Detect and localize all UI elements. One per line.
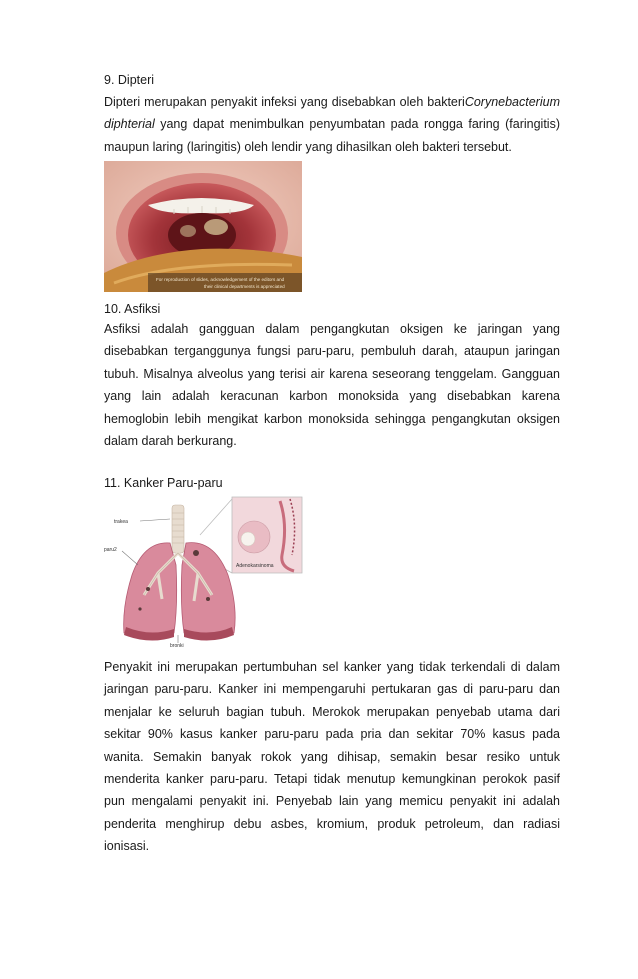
section-heading-kanker-paru: 11. Kanker Paru-paru bbox=[104, 476, 223, 490]
section-heading-dipteri: 9. Dipteri bbox=[104, 73, 155, 87]
paragraph-kanker-paru: Penyakit ini merupakan pertumbuhan sel kanker yang tidak terkendali di dalam jaringan paru-paru. Kanker ini mempengaruhi pertukaran gas di paru-paru dan menjalar ke seluruh bagian tubuh. Merokok merupakan penyebab utama dari sekitar 90% kasus kanker paru-paru pada pria dan sekitar 70% kasus pada wanita. Semakin banyak rokok yang dihisap, semakin besar resiko untuk menderita kanker paru-paru. Tetapi tidak menutup kemungkinan perokok pasif pun mengalami penyakit ini. Penyebab lain yang memicu penyakit ini adalah penderita menghirup debu asbes, kromium, produk petroleum, dan radiasi ionisasi. bbox=[104, 660, 560, 854]
bacterium-name: Corynebacterium diphterial bbox=[104, 95, 560, 132]
dipteri-text-end: yang dapat menimbulkan penyumbatan pada rongga faring (faringitis) maupun laring (laringitis) oleh lendir yang dihasilkan oleh bakteri tersebut. bbox=[104, 117, 560, 154]
dipteri-text-start: Dipteri merupakan penyakit infeksi yang disebabkan oleh bakteri bbox=[104, 95, 465, 109]
diphtheria-throat-photo bbox=[104, 161, 302, 292]
lung-cancer-diagram bbox=[104, 495, 304, 648]
throat-illustration bbox=[104, 161, 302, 292]
label-trakea: trakea bbox=[114, 519, 128, 525]
inset-label-adenokarsinoma: Adenokarsinoma bbox=[236, 563, 274, 569]
section-heading-asfiksi: 10. Asfiksi bbox=[104, 302, 161, 316]
paragraph-dipteri bbox=[104, 91, 560, 158]
photo-caption-line1: For reproduction of slides, acknowledgement of the editors and bbox=[156, 277, 285, 282]
label-bronki: bronki bbox=[170, 643, 184, 648]
label-paru2: paru2 bbox=[104, 547, 117, 553]
paragraph-asfiksi: Asfiksi adalah gangguan dalam pengangkutan oksigen ke jaringan yang disebabkan terganggunya fungsi paru-paru, pembuluh darah, ataupun jaringan tubuh. Misalnya alveolus yang terisi air karena seseorang tenggelam. Gangguan yang lain adalah keracunan karbon monoksida yang disebabkan karena hemoglobin lebih mengikat karbon monoksida sehingga pengangkutan oksigen dalam darah berkurang. bbox=[104, 322, 560, 449]
lung-illustration bbox=[104, 495, 304, 648]
photo-caption-line2: their clinical departments is appreciated bbox=[204, 284, 285, 289]
